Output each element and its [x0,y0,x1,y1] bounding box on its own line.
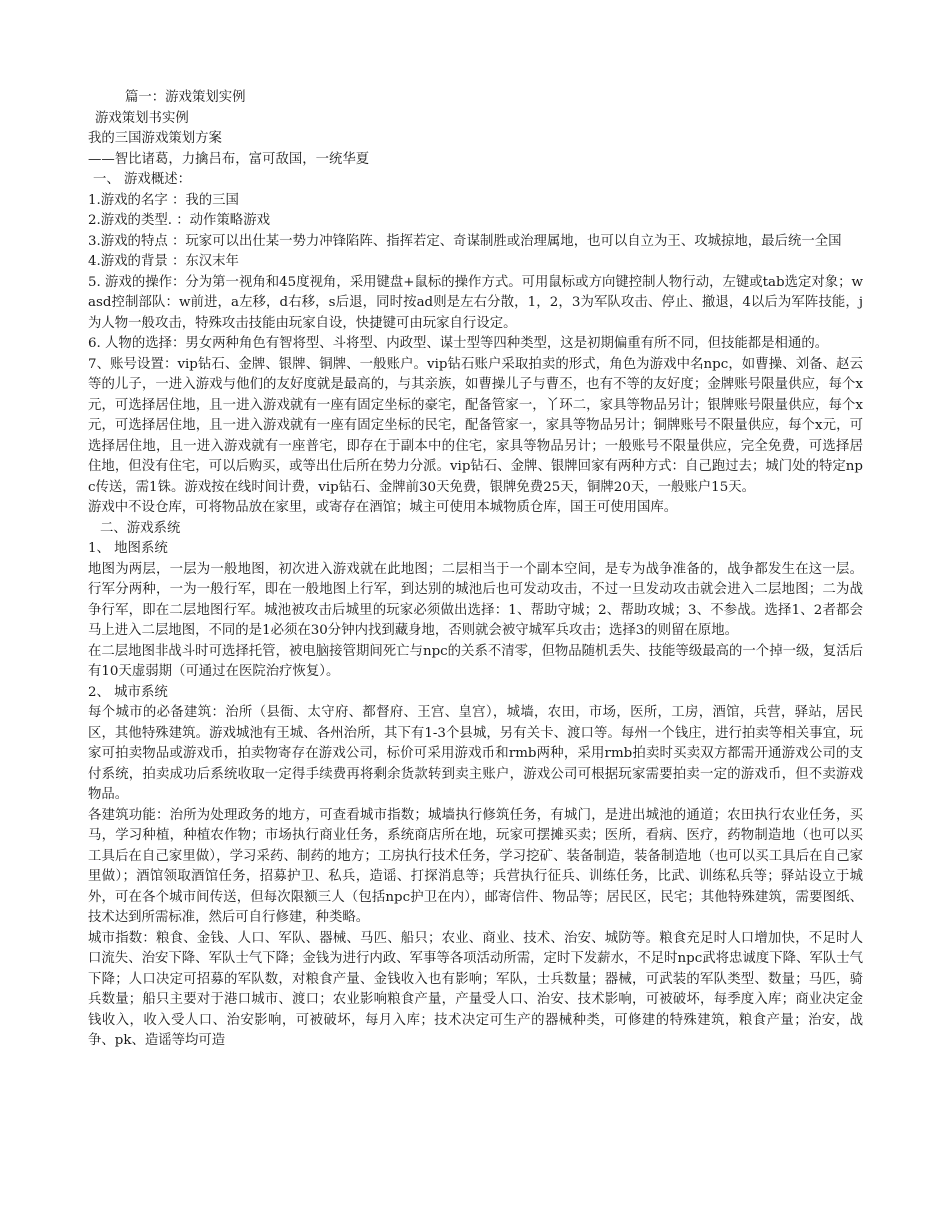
document-subtitle: 游戏策划书实例 [95,110,189,126]
subsection-heading-map: 1、 地图系统 [88,541,168,556]
document-body [88,88,863,1052]
subsection-heading-city: 2、 城市系统 [88,684,168,700]
city-paragraph: 城市指数：粮食、金钱、人口、军队、器械、马匹、船只；农业、商业、技术、治安、城防等。粮食充足时人口增加快，不足时人口流失、治安下降、军队士气下降；金钱为进行内政、军事等各项活动所需，定时下发薪水，不足时npc武将忠诚度下降、军队士气下降；人口决定可招募的军队数，对粮食产量、金钱收入也有影响；军队，士兵数量；器械，可武装的军队类型、数量；马匹，骑兵数量；船只主要对于港口城市、渡口；农业影响粮食产量，产量受人口、治安、技术影响，可被破坏，每季度入库；商业决定金钱收入，收入受人口、治安影响，可被破坏，每月入库；技术决定可生产的器械种类，可修建的特殊建筑，粮食产量；治安，战争、pk、造谣等均可造 [88,930,863,1048]
plan-title: 我的三国游戏策划方案 [88,131,222,146]
overview-item: 7、账号设置：vip钻石、金牌、银牌、铜牌、一般账户。vip钻石账户采取拍卖的形式，角色为游戏中名npc，如曹操、刘备、赵云等的儿子，一进入游戏与他们的友好度就是最高的，与其亲族，如曹操儿子与曹丕，也有不等的友好度；金牌账号限量供应，每个x元，可选择居住地，且一进入游戏就有一座有固定坐标的豪宅，配备管家一，丫环二，家具等物品另计；银牌账号限量供应，每个x元，可选择居住地，且一进入游戏就有一座有固定坐标的民宅，配备管家一，家具等物品另计；铜牌账号不限量供应，每个x元，可选择居住地，且一进入游戏就有一座普宅，即存在于副本中的住宅，家具等物品另计；一般账号不限量供应，完全免费，可选择居住地，但没有住宅，可以后购买，或等出仕后所在势力分派。vip钻石、金牌、银牌回家有两种方式：自己跑过去；城门处的特定npc传送，需1铢。游戏按在线时间计费，vip钻石、金牌前30天免费，银牌免费25天，铜牌20天，一般账户15天。 [88,356,863,495]
overview-item: 6. 人物的选择：男女两种角色有智将型、斗将型、内政型、谋士型等四种类型，这是初期偏重有所不同，但技能都是相通的。 [88,336,829,351]
city-paragraph: 各建筑功能：治所为处理政务的地方，可查看城市指数；城墙执行修筑任务，有城门，是进出城池的通道；农田执行农业任务，买马，学习种植，种植农作物；市场执行商业任务，系统商店所在地，玩家可摆摊买卖；医所，看病、医疗，药物制造地（也可以买工具后在自己家里做），学习采药、制药的地方；工房执行技术任务，学习挖矿、装备制造，装备制造地（也可以买工具后在自己家里做）；酒馆领取酒馆任务，招募护卫、私兵，造谣、打探消息等；兵营执行征兵、训练任务，比武、训练私兵等；驿站设立于城外，可在各个城市间传送，但每次限额三人（包括npc护卫在内），邮寄信件、物品等；居民区，民宅；其他特殊建筑，需要图纸、技术达到所需标准，然后可自行修建，种类略。 [88,807,863,925]
overview-item: 5. 游戏的操作：分为第一视角和45度视角，采用键盘+鼠标的操作方式。可用鼠标或方向键控制人物行动，左键或tab选定对象；wasd控制部队：w前进，a左移，d右移，s后退，同时按ad则是左右分散，1，2，3为军队攻击、停止、撤退，4以后为军阵技能，j为人物一般攻击，特殊攻击技能由玩家自设，快捷键可由玩家自行设定。 [88,274,863,331]
overview-item: 2.游戏的类型. ：动作策略游戏 [88,213,270,228]
map-paragraph: 地图为两层，一层为一般地图，初次进入游戏就在此地图；二层相当于一个副本空间，是专为战争准备的，战争都发生在这一层。行军分两种，一为一般行军，即在一般地图上行军，到达别的城池后也可发动攻击，不过一旦发动攻击就会进入二层地图；二为战争行军，即在二层地图行军。城池被攻击后城里的玩家必须做出选择：1、帮助守城；2、帮助攻城；3、不参战。选择1、2者都会马上进入二层地图，不同的是1必须在30分钟内找到藏身地，否则就会被守城军兵攻击；选择3的则留在原地。 [88,561,863,638]
section-heading-systems: 二、游戏系统 [100,520,181,536]
overview-item: 3.游戏的特点 ：玩家可以出仕某一势力冲锋陷阵、指挥若定、奇谋制胜或治理属地，也可以自立为王、攻城掠地，最后统一全国 [88,233,842,249]
city-paragraph: 每个城市的必备建筑：治所（县衙、太守府、都督府、王宫、皇宫），城墙，农田，市场，医所，工房，酒馆，兵营，驿站，居民区，其他特殊建筑。游戏城池有王城、各州治所，其下有1-3个县城，另有关卡、渡口等。每州一个钱庄，进行拍卖等相关事宜，玩家可拍卖物品或游戏币，拍卖物寄存在游戏公司，标价可采用游戏币和rmb两种，采用rmb拍卖时买卖双方都需开通游戏公司的支付系统，拍卖成功后系统收取一定得手续费再将剩余货款转到卖主账户，游戏公司可根据玩家需要拍卖一定的游戏币，但不卖游戏物品。 [88,705,863,802]
storage-note: 游戏中不设仓库，可将物品放在家里，或寄存在酒馆；城主可使用本城物质仓库，国王可使用国库。 [88,500,678,515]
slogan: ——智比诸葛，力擒吕布，富可敌国，一统华夏 [88,151,370,167]
document-title: 篇一：游戏策划实例 [125,90,246,105]
section-heading-overview: 一、 游戏概述： [93,172,191,187]
map-paragraph: 在二层地图非战斗时可选择托管，被电脑接管期间死亡与npc的关系不清零，但物品随机丢失、技能等级最高的一个掉一级，复活后有10天虚弱期（可通过在医院治疗恢复）。 [88,643,863,679]
overview-item: 4.游戏的背景 ：东汉末年 [88,254,239,269]
overview-item: 1.游戏的名字 ：我的三国 [88,192,239,208]
